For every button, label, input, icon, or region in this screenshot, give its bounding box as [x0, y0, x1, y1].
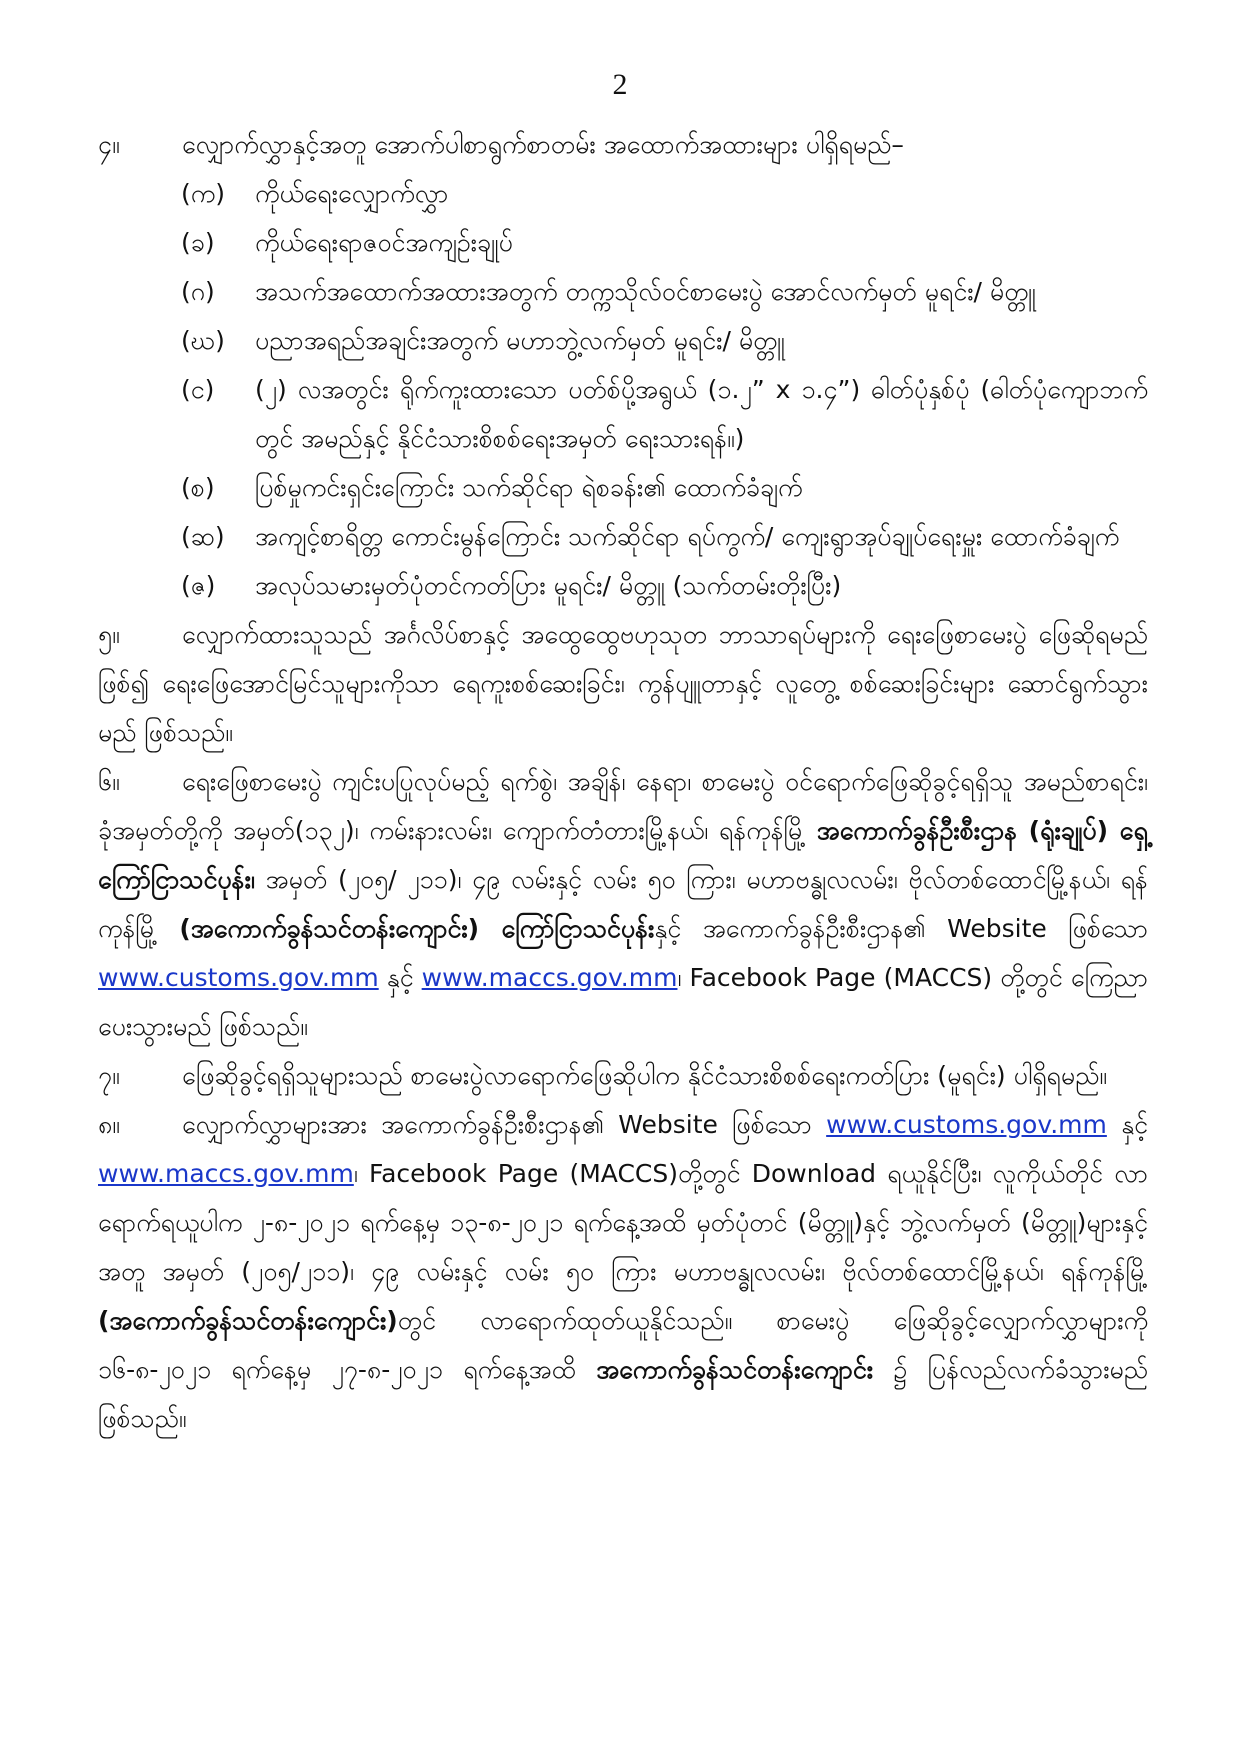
list-item-label: (ဃ)	[181, 326, 225, 355]
list-item-label: (င)	[181, 375, 215, 404]
list-item-text: ကိုယ်ရေးလျှောက်လွှာ	[255, 179, 449, 208]
paragraph-text: နှင့် အကောက်ခွန်ဦးစီးဌာန၏ Website ဖြစ်သော	[654, 914, 1149, 943]
paragraph-text: ၊ Facebook Page (MACCS)တို့တွင် Download ရယူနိုင်ပြီး၊ လူကိုယ်တိုင် လာရောက်ရယူပါက ၂-၈-၂၀၂၁ ရက်နေ့မှ ၁၃-၈-၂၀၂၁ ရက်နေ့အထိ မှတ်ပုံတင် (မိတ္တူ)နှင့် ဘွဲ့လက်မှတ် (မိတ္တူ)များနှင့်အတူ အမှတ် (၂၀၅/၂၁၁)၊ ၄၉ လမ်းနှင့် လမ်း ၅၀ ကြား မဟာဗန္ဓုလလမ်း၊ ဗိုလ်တစ်ထောင်မြို့နယ်၊ ရန်ကုန်မြို့	[98, 1159, 1148, 1286]
list-item	[98, 267, 1148, 316]
list-item-text: အသက်အထောက်အထားအတွက် တက္ကသိုလ်ဝင်စာမေးပွဲ အောင်လက်မှတ် မူရင်း/ မိတ္တူ	[255, 277, 1036, 306]
paragraph-5	[98, 610, 1148, 757]
paragraph-text: ဖြေဆိုခွင့်ရရှိသူများသည် စာမေးပွဲလာရောက်ဖြေဆိုပါက နိုင်ငံသားစိစစ်ရေးကတ်ပြား (မူရင်း) ပါရှိရမည်။	[182, 1061, 1107, 1090]
list-item-text: ပြစ်မှုကင်းရှင်းကြောင်း သက်ဆိုင်ရာ ရဲစခန်း၏ ထောက်ခံချက်	[255, 473, 803, 502]
paragraph-text: ၊ Facebook Page (MACCS) တို့တွင် ကြေညာပေးသွားမည် ဖြစ်သည်။	[98, 963, 1149, 1041]
document-list	[98, 169, 1148, 610]
list-item	[98, 561, 1148, 610]
paragraph-number: ၇။	[98, 1061, 120, 1090]
paragraph-text: လျှောက်ထားသူသည် အင်္ဂလိပ်စာနှင့် အထွေထွေဗဟုသုတ ဘာသာရပ်များကို ရေးဖြေစာမေးပွဲ ဖြေဆိုရမည် ဖြစ်၍ ရေးဖြေအောင်မြင်သူများကိုသာ ရေကူးစစ်ဆေးခြင်း၊ ကွန်ပျူတာနှင့် လူတွေ့ စစ်ဆေးခြင်းများ ဆောင်ရွက်သွားမည် ဖြစ်သည်။	[98, 620, 1148, 747]
paragraph-number: ၅။	[98, 620, 120, 649]
page-number: 2	[612, 68, 628, 101]
paragraph-text: လျှောက်လွှာနှင့်အတူ အောက်ပါစာရွက်စာတမ်း အထောက်အထားများ ပါရှိရမည်–	[182, 130, 904, 159]
paragraph-7	[98, 1051, 1148, 1100]
list-item	[98, 512, 1148, 561]
list-item-label: (ဆ)	[181, 522, 225, 551]
paragraph-number: ၈။	[98, 1110, 120, 1139]
list-item-label: (ဇ)	[181, 571, 216, 600]
paragraph-text: နှင့်	[386, 963, 414, 992]
paragraph-4	[98, 120, 1148, 169]
document-body	[98, 120, 1148, 1443]
list-item	[98, 316, 1148, 365]
paragraph-number: ၆။	[98, 767, 120, 796]
list-item	[98, 365, 1148, 463]
bold-text: အကောက်ခွန်ဦးစီးဌာန (ရုံးချုပ်) ရှေ့ ကြော်ငြာသင်ပုန်း၊	[98, 816, 1148, 894]
paragraph-text: ရေးဖြေစာမေးပွဲ ကျင်းပပြုလုပ်မည့် ရက်စွဲ၊ အချိန်၊ နေရာ၊ စာမေးပွဲ ဝင်ရောက်ဖြေဆိုခွင့်ရရှိသူ အမည်စာရင်း၊ ခုံအမှတ်တို့ကို အမှတ်(၁၃၂)၊ ကမ်းနားလမ်း၊ ကျောက်တံတားမြို့နယ်၊ ရန်ကုန်မြို့	[98, 767, 1148, 845]
paragraph-number: ၄။	[98, 130, 120, 159]
paragraph-text: ၌ ပြန်လည်လက်ခံသွားမည် ဖြစ်သည်။	[98, 1355, 1149, 1433]
bold-text: အကောက်ခွန်သင်တန်းကျောင်း	[596, 1355, 874, 1384]
paragraph-text: နှင့်	[1121, 1110, 1148, 1139]
list-item-text: အကျင့်စာရိတ္တ ကောင်းမွန်ကြောင်း သက်ဆိုင်ရာ ရပ်ကွက်/ ကျေးရွာအုပ်ချုပ်ရေးမှူး ထောက်ခံချက်	[255, 522, 1120, 551]
list-item-text: (၂) လအတွင်း ရိုက်ကူးထားသော ပတ်စ်ပို့အရွယ် (၁.၂” x ၁.၄”) ဓါတ်ပုံနှစ်ပုံ (ဓါတ်ပုံကျောဘက်တွင် အမည်နှင့် နိုင်ငံသားစိစစ်ရေးအမှတ် ရေးသားရန်။)	[255, 375, 1148, 453]
list-item-label: (ခ)	[181, 228, 215, 257]
list-item-text: ကိုယ်ရေးရာဇဝင်အကျဉ်းချုပ်	[255, 228, 513, 257]
list-item-label: (စ)	[181, 473, 215, 502]
list-item-label: (ဂ)	[181, 277, 215, 306]
paragraph-6	[98, 757, 1148, 1051]
list-item	[98, 463, 1148, 512]
maccs-website-link[interactable]: www.maccs.gov.mm	[98, 1159, 354, 1188]
list-item-text: အလုပ်သမားမှတ်ပုံတင်ကတ်ပြား မူရင်း/ မိတ္တူ (သက်တမ်းတိုးပြီး)	[255, 571, 842, 600]
paragraph-text: အမှတ် (၂၀၅/ ၂၁၁)၊ ၄၉ လမ်းနှင့် လမ်း ၅၀ ကြား၊ မဟာဗန္ဓုလလမ်း၊ ဗိုလ်တစ်ထောင်မြို့နယ်၊ ရန်ကုန်မြို့	[98, 865, 1148, 943]
bold-text: (အကောက်ခွန်သင်တန်းကျောင်း)	[98, 1306, 398, 1335]
paragraph-text: လျှောက်လွှာများအား အကောက်ခွန်ဦးစီးဌာန၏ Website ဖြစ်သော	[182, 1110, 812, 1139]
paragraph-8	[98, 1100, 1148, 1443]
maccs-website-link[interactable]: www.maccs.gov.mm	[421, 963, 678, 992]
customs-website-link[interactable]: www.customs.gov.mm	[98, 963, 379, 992]
list-item-label: (က)	[181, 179, 225, 208]
list-item	[98, 218, 1148, 267]
bold-text: (အကောက်ခွန်သင်တန်းကျောင်း) ကြော်ငြာသင်ပုန်း	[179, 914, 655, 943]
paragraph-text: တွင် လာရောက်ထုတ်ယူနိုင်သည်။ စာမေးပွဲ ဖြေဆိုခွင့်လျှောက်လွှာများကို ၁၆-၈-၂၀၂၁ ရက်နေ့မှ ၂၇-၈-၂၀၂၁ ရက်နေ့အထိ	[98, 1306, 1148, 1384]
list-item-text: ပညာအရည်အချင်းအတွက် မဟာဘွဲ့လက်မှတ် မူရင်း/ မိတ္တူ	[255, 326, 785, 355]
list-item	[98, 169, 1148, 218]
customs-website-link[interactable]: www.customs.gov.mm	[826, 1110, 1107, 1139]
